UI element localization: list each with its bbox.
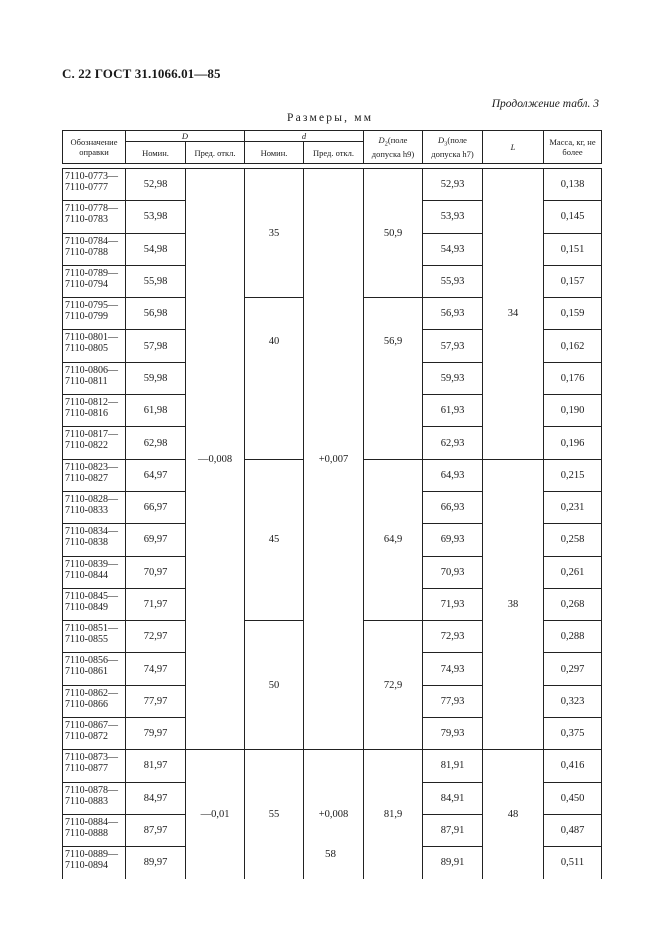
mass-cell: 0,450 xyxy=(544,782,602,814)
designation-cell xyxy=(63,362,126,394)
dimensions-table xyxy=(62,130,602,879)
D2-cell: 81,9 xyxy=(364,750,423,879)
designation-to: 7110-0888 xyxy=(65,827,108,839)
designation-cell xyxy=(63,814,126,846)
designation-to: 7110-0849 xyxy=(65,601,108,613)
mass-cell: 0,215 xyxy=(544,459,602,491)
col-D2-index: 2 xyxy=(384,140,388,148)
D-nominal-cell: 79,97 xyxy=(126,718,186,750)
designation-cell xyxy=(63,427,126,459)
D3-cell: 74,93 xyxy=(423,653,483,685)
designation-from: 7110-0867— xyxy=(65,720,118,732)
table-row xyxy=(63,750,602,782)
designation-cell xyxy=(63,298,126,330)
designation-to: 7110-0844 xyxy=(65,569,108,581)
D-nominal-cell: 62,98 xyxy=(126,427,186,459)
col-d-label: d xyxy=(301,131,307,141)
mass-cell: 0,261 xyxy=(544,556,602,588)
col-d-nominal: Номин. xyxy=(245,142,304,164)
D3-cell: 71,93 xyxy=(423,588,483,620)
designation-from: 7110-0778— xyxy=(65,203,118,215)
col-D3-index: 3 xyxy=(444,140,448,148)
designation-from: 7110-0839— xyxy=(65,558,118,570)
designation-from: 7110-0806— xyxy=(65,364,118,376)
designation-from: 7110-0851— xyxy=(65,623,118,635)
D-deviation-cell: —0,01 xyxy=(186,750,245,879)
designation-to: 7110-0877 xyxy=(65,763,108,775)
designation-cell xyxy=(63,491,126,523)
D-nominal-cell: 84,97 xyxy=(126,782,186,814)
designation-cell xyxy=(63,330,126,362)
D3-cell: 89,91 xyxy=(423,847,483,879)
D2-cell: 50,9 xyxy=(364,169,423,298)
designation-to: 7110-0805 xyxy=(65,343,108,355)
col-designation: Обозначение оправки xyxy=(63,131,126,164)
D-nominal-cell: 66,97 xyxy=(126,491,186,523)
D3-cell: 64,93 xyxy=(423,459,483,491)
D3-cell: 66,93 xyxy=(423,491,483,523)
designation-to: 7110-0866 xyxy=(65,698,108,710)
designation-cell xyxy=(63,169,126,201)
col-D-label: D xyxy=(181,131,189,141)
mass-cell: 0,231 xyxy=(544,491,602,523)
designation-to: 7110-0855 xyxy=(65,634,108,646)
designation-to: 7110-0861 xyxy=(65,666,108,678)
designation-from: 7110-0845— xyxy=(65,590,118,602)
designation-to: 7110-0783 xyxy=(65,214,108,226)
mass-cell: 0,151 xyxy=(544,233,602,265)
mass-cell: 0,416 xyxy=(544,750,602,782)
designation-from: 7110-0878— xyxy=(65,784,118,796)
page-number: 58 xyxy=(325,848,336,860)
L-cell: 38 xyxy=(483,459,544,750)
D3-cell: 70,93 xyxy=(423,556,483,588)
D3-cell: 79,93 xyxy=(423,718,483,750)
D3-cell: 57,93 xyxy=(423,330,483,362)
table-row xyxy=(63,169,602,201)
D-nominal-cell: 55,98 xyxy=(126,265,186,297)
col-D xyxy=(126,131,245,142)
d-nominal-cell: 35 xyxy=(245,169,304,298)
D3-cell: 84,91 xyxy=(423,782,483,814)
mass-cell: 0,258 xyxy=(544,524,602,556)
designation-to: 7110-0872 xyxy=(65,731,108,743)
designation-from: 7110-0884— xyxy=(65,816,118,828)
D-nominal-cell: 57,98 xyxy=(126,330,186,362)
mass-cell: 0,162 xyxy=(544,330,602,362)
mass-cell: 0,511 xyxy=(544,847,602,879)
designation-from: 7110-0889— xyxy=(65,849,118,861)
D-nominal-cell: 77,97 xyxy=(126,685,186,717)
mass-cell: 0,196 xyxy=(544,427,602,459)
D-nominal-cell: 59,98 xyxy=(126,362,186,394)
table-continuation-note: Продолжение табл. 3 xyxy=(491,98,599,110)
mass-cell: 0,190 xyxy=(544,395,602,427)
D2-cell: 56,9 xyxy=(364,298,423,459)
D-nominal-cell: 61,98 xyxy=(126,395,186,427)
designation-to: 7110-0894 xyxy=(65,860,108,872)
col-d-deviation: Пред. откл. xyxy=(304,142,364,164)
page-header: С. 22 ГОСТ 31.1066.01—85 xyxy=(62,66,221,81)
designation-from: 7110-0817— xyxy=(65,429,118,441)
D-nominal-cell: 64,97 xyxy=(126,459,186,491)
D3-cell: 56,93 xyxy=(423,298,483,330)
mass-cell: 0,375 xyxy=(544,718,602,750)
D-nominal-cell: 74,97 xyxy=(126,653,186,685)
d-deviation-cell: +0,008 xyxy=(304,750,364,879)
d-deviation-cell: +0,007 xyxy=(304,169,364,750)
col-D3 xyxy=(423,131,483,164)
designation-cell xyxy=(63,201,126,233)
designation-from: 7110-0873— xyxy=(65,752,118,764)
designation-cell xyxy=(63,588,126,620)
D-nominal-cell: 56,98 xyxy=(126,298,186,330)
designation-to: 7110-0799 xyxy=(65,311,108,323)
D3-cell: 52,93 xyxy=(423,169,483,201)
mass-cell: 0,159 xyxy=(544,298,602,330)
designation-to: 7110-0816 xyxy=(65,408,108,420)
designation-to: 7110-0788 xyxy=(65,246,108,258)
designation-cell xyxy=(63,265,126,297)
D-nominal-cell: 89,97 xyxy=(126,847,186,879)
D3-cell: 77,93 xyxy=(423,685,483,717)
D3-cell: 61,93 xyxy=(423,395,483,427)
D3-cell: 55,93 xyxy=(423,265,483,297)
designation-cell xyxy=(63,750,126,782)
d-nominal-cell: 50 xyxy=(245,621,304,750)
designation-from: 7110-0784— xyxy=(65,235,118,247)
D-nominal-cell: 71,97 xyxy=(126,588,186,620)
designation-from: 7110-0789— xyxy=(65,267,118,279)
D-nominal-cell: 70,97 xyxy=(126,556,186,588)
col-D2-letter: D xyxy=(378,134,385,145)
col-D3-tolerance: (поле допуска h7) xyxy=(431,134,474,160)
D3-cell: 62,93 xyxy=(423,427,483,459)
D3-cell: 54,93 xyxy=(423,233,483,265)
mass-cell: 0,138 xyxy=(544,169,602,201)
designation-from: 7110-0795— xyxy=(65,300,118,312)
mass-cell: 0,176 xyxy=(544,362,602,394)
col-D-deviation: Пред. откл. xyxy=(186,142,245,164)
col-L-label: L xyxy=(510,142,516,152)
D3-cell: 87,91 xyxy=(423,814,483,846)
D-deviation-cell: —0,008 xyxy=(186,169,245,750)
designation-from: 7110-0773— xyxy=(65,171,118,182)
designation-from: 7110-0828— xyxy=(65,493,118,505)
designation-to: 7110-0822 xyxy=(65,440,108,452)
D3-cell: 81,91 xyxy=(423,750,483,782)
D3-cell: 69,93 xyxy=(423,524,483,556)
d-nominal-cell: 40 xyxy=(245,298,304,459)
designation-to: 7110-0811 xyxy=(65,375,108,387)
mass-cell: 0,288 xyxy=(544,621,602,653)
D3-cell: 59,93 xyxy=(423,362,483,394)
designation-cell xyxy=(63,524,126,556)
designation-from: 7110-0823— xyxy=(65,461,118,473)
col-d xyxy=(245,131,364,142)
designation-cell xyxy=(63,685,126,717)
col-D3-letter: D xyxy=(438,134,445,145)
D-nominal-cell: 87,97 xyxy=(126,814,186,846)
mass-cell: 0,157 xyxy=(544,265,602,297)
designation-from: 7110-0856— xyxy=(65,655,118,667)
D2-cell: 72,9 xyxy=(364,621,423,750)
col-mass: Масса, кг, не более xyxy=(544,131,602,164)
designation-cell xyxy=(63,653,126,685)
L-cell: 34 xyxy=(483,169,544,460)
designation-from: 7110-0812— xyxy=(65,397,118,409)
mass-cell: 0,297 xyxy=(544,653,602,685)
mass-cell: 0,268 xyxy=(544,588,602,620)
D3-cell: 53,93 xyxy=(423,201,483,233)
col-D-nominal: Номин. xyxy=(126,142,186,164)
designation-to: 7110-0833 xyxy=(65,504,108,516)
mass-cell: 0,145 xyxy=(544,201,602,233)
d-nominal-cell: 55 xyxy=(245,750,304,879)
D-nominal-cell: 52,98 xyxy=(126,169,186,201)
designation-from: 7110-0834— xyxy=(65,526,118,538)
dimensions-table-wrapper xyxy=(62,130,602,879)
D3-cell: 72,93 xyxy=(423,621,483,653)
designation-to: 7110-0777 xyxy=(65,182,108,193)
D-nominal-cell: 53,98 xyxy=(126,201,186,233)
D-nominal-cell: 72,97 xyxy=(126,621,186,653)
d-nominal-cell: 45 xyxy=(245,459,304,620)
mass-cell: 0,487 xyxy=(544,814,602,846)
D-nominal-cell: 69,97 xyxy=(126,524,186,556)
col-D2-tolerance: (поле допуска h9) xyxy=(371,134,415,160)
designation-cell xyxy=(63,395,126,427)
mass-cell: 0,323 xyxy=(544,685,602,717)
designation-to: 7110-0827 xyxy=(65,472,108,484)
col-L xyxy=(483,131,544,164)
designation-cell xyxy=(63,556,126,588)
col-D2 xyxy=(364,131,423,164)
D2-cell: 64,9 xyxy=(364,459,423,620)
designation-cell xyxy=(63,718,126,750)
D-nominal-cell: 81,97 xyxy=(126,750,186,782)
D-nominal-cell: 54,98 xyxy=(126,233,186,265)
designation-to: 7110-0838 xyxy=(65,537,108,549)
designation-to: 7110-0794 xyxy=(65,278,108,290)
designation-from: 7110-0801— xyxy=(65,332,118,344)
L-cell: 48 xyxy=(483,750,544,879)
designation-cell xyxy=(63,233,126,265)
designation-cell xyxy=(63,621,126,653)
sizes-caption: Размеры, мм xyxy=(287,112,374,124)
designation-from: 7110-0862— xyxy=(65,687,118,699)
designation-to: 7110-0883 xyxy=(65,795,108,807)
designation-cell xyxy=(63,459,126,491)
designation-cell xyxy=(63,782,126,814)
